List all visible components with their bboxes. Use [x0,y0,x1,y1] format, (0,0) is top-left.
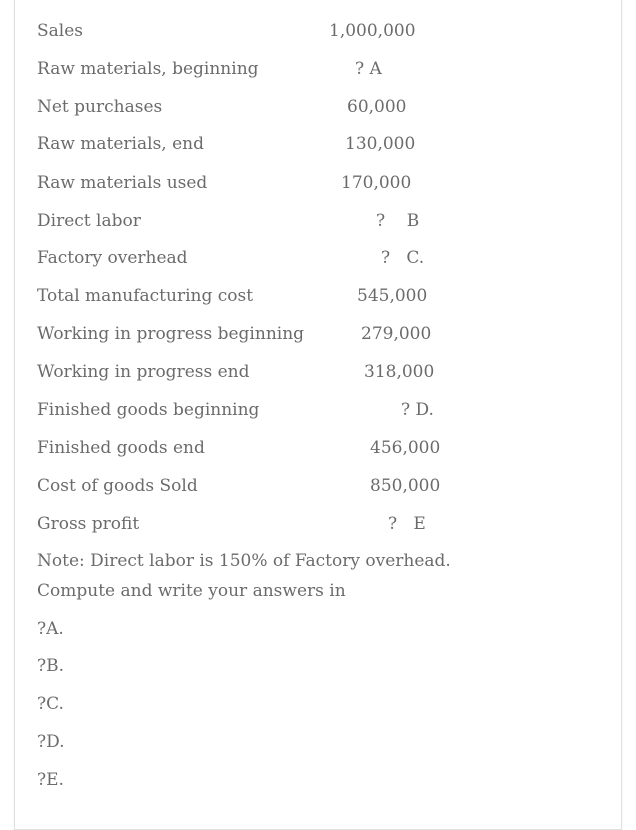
row-value-raw-materials-end: 130,000 [345,134,416,154]
row-label-gross-profit: Gross profit [37,514,140,534]
row-value-net-purchases: 60,000 [347,97,407,117]
row-label-factory-overhead: Factory overhead [37,248,188,268]
note-line-1: Note: Direct labor is 150% of Factory overhead. [37,551,451,571]
row-value-gross-profit: ? E [388,514,426,534]
answer-b: ?B. [37,656,65,676]
answer-e: ?E. [37,770,64,790]
row-label-raw-materials-used: Raw materials used [37,173,208,193]
row-value-finished-goods-end: 456,000 [370,438,441,458]
row-value-wip-end: 318,000 [364,362,435,382]
row-label-net-purchases: Net purchases [37,97,163,117]
row-label-raw-materials-end: Raw materials, end [37,134,204,154]
row-value-factory-overhead: ? C. [381,248,425,268]
row-value-cost-of-goods-sold: 850,000 [370,476,441,496]
row-value-finished-goods-beginning: ? D. [401,400,434,420]
answer-a: ?A. [37,619,64,639]
row-value-total-manufacturing-cost: 545,000 [357,286,428,306]
row-label-cost-of-goods-sold: Cost of goods Sold [37,476,198,496]
row-value-raw-materials-beginning: ? A [355,59,382,79]
row-label-finished-goods-end: Finished goods end [37,438,205,458]
row-value-wip-beginning: 279,000 [361,324,432,344]
row-value-sales: 1,000,000 [329,21,416,41]
row-value-raw-materials-used: 170,000 [341,173,412,193]
row-label-direct-labor: Direct labor [37,211,141,231]
row-label-raw-materials-beginning: Raw materials, beginning [37,59,259,79]
answer-d: ?D. [37,732,65,752]
row-value-direct-labor: ? B [376,211,420,231]
row-label-finished-goods-beginning: Finished goods beginning [37,400,260,420]
row-label-total-manufacturing-cost: Total manufacturing cost [37,286,254,306]
row-label-sales: Sales [37,21,84,41]
answer-c: ?C. [37,694,64,714]
note-line-2: Compute and write your answers in [37,581,346,601]
row-label-wip-beginning: Working in progress beginning [37,324,305,344]
row-label-wip-end: Working in progress end [37,362,250,382]
